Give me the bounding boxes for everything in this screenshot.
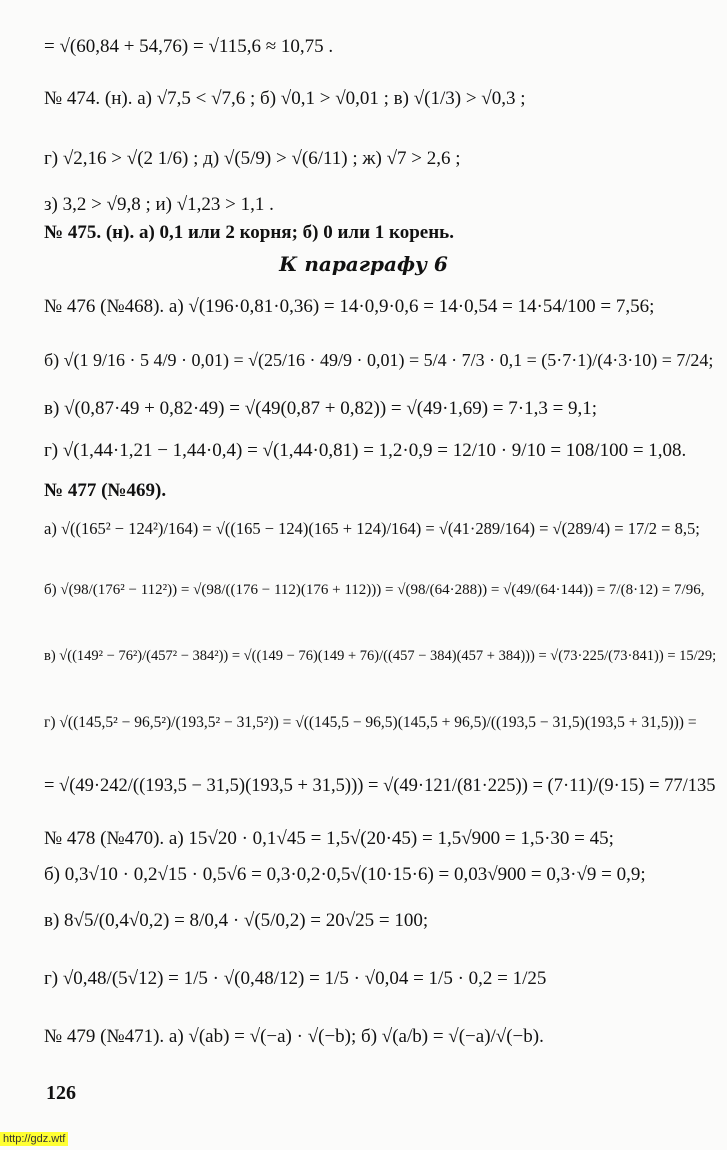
task-476-b: б) √(1 9/16 · 5 4/9 · 0,01) = √(25/16 · 49/9 · 0,01) = 5/4 · 7/3 · 0,1 = (5·7·1)/(4·3·10) = 7/24; xyxy=(44,350,714,370)
task-478-b: б) 0,3√10 · 0,2√15 · 0,5√6 = 0,3·0,2·0,5√(10·15·6) = 0,03√900 = 0,3·√9 = 0,9; xyxy=(44,864,646,885)
task-474-a: № 474. (н). а) √7,5 < √7,6 ; б) √0,1 > √0,01 ; в) √(1/3) > √0,3 ; xyxy=(44,88,526,109)
task-477-b: б) √(98/(176² − 112²)) = √(98/((176 − 112)(176 + 112))) = √(98/(64·288)) = √(49/(64·144)) = 7/(8·12) = 7/96, xyxy=(44,582,705,598)
footer-link[interactable]: http://gdz.wtf xyxy=(0,1132,68,1146)
task-474-g: г) √2,16 > √(2 1/6) ; д) √(5/9) > √(6/11) ; ж) √7 > 2,6 ; xyxy=(44,148,461,169)
page-number: 126 xyxy=(46,1082,76,1104)
task-477-g-cont: = √(49·242/((193,5 − 31,5)(193,5 + 31,5))) = √(49·121/(81·225)) = (7·11)/(9·15) = 77/135 xyxy=(44,776,716,796)
task-475: № 475. (н). а) 0,1 или 2 корня; б) 0 или 1 корень. xyxy=(44,222,454,243)
task-474-z: з) 3,2 > √9,8 ; и) √1,23 > 1,1 . xyxy=(44,194,274,215)
task-477-g: г) √((145,5² − 96,5²)/(193,5² − 31,5²)) = √((145,5 − 96,5)(145,5 + 96,5)/((193,5 − 31,5)(193,5 + 31,5))) = xyxy=(44,714,697,731)
line-1: = √(60,84 + 54,76) = √115,6 ≈ 10,75 . xyxy=(44,36,334,57)
task-478-v: в) 8√5/(0,4√0,2) = 8/0,4 · √(5/0,2) = 20√25 = 100; xyxy=(44,910,429,931)
task-478-a: № 478 (№470). а) 15√20 · 0,1√45 = 1,5√(20·45) = 1,5√900 = 1,5·30 = 45; xyxy=(44,828,614,849)
task-476-v: в) √(0,87·49 + 0,82·49) = √(49(0,87 + 0,82)) = √(49·1,69) = 7·1,3 = 9,1; xyxy=(44,398,598,419)
task-477-v: в) √((149² − 76²)/(457² − 384²)) = √((149 − 76)(149 + 76)/((457 − 384)(457 + 384))) = √(73·225/(73·841)) = 15/29; xyxy=(44,648,717,664)
section-heading: К параграфу 6 xyxy=(279,252,448,276)
task-477-a: а) √((165² − 124²)/164) = √((165 − 124)(165 + 124)/164) = √(41·289/164) = √(289/4) = 17/2 = 8,5; xyxy=(44,519,700,538)
task-479: № 479 (№471). а) √(ab) = √(−a) · √(−b); б) √(a/b) = √(−a)/√(−b). xyxy=(44,1026,544,1047)
task-476-g: г) √(1,44·1,21 − 1,44·0,4) = √(1,44·0,81) = 1,2·0,9 = 12/10 · 9/10 = 108/100 = 1,08. xyxy=(44,440,687,461)
task-476-a: № 476 (№468). а) √(196·0,81·0,36) = 14·0,9·0,6 = 14·0,54 = 14·54/100 = 7,56; xyxy=(44,296,655,317)
task-477-header: № 477 (№469). xyxy=(44,480,167,501)
task-478-g: г) √0,48/(5√12) = 1/5 · √(0,48/12) = 1/5 · √0,04 = 1/5 · 0,2 = 1/25 xyxy=(44,968,547,989)
